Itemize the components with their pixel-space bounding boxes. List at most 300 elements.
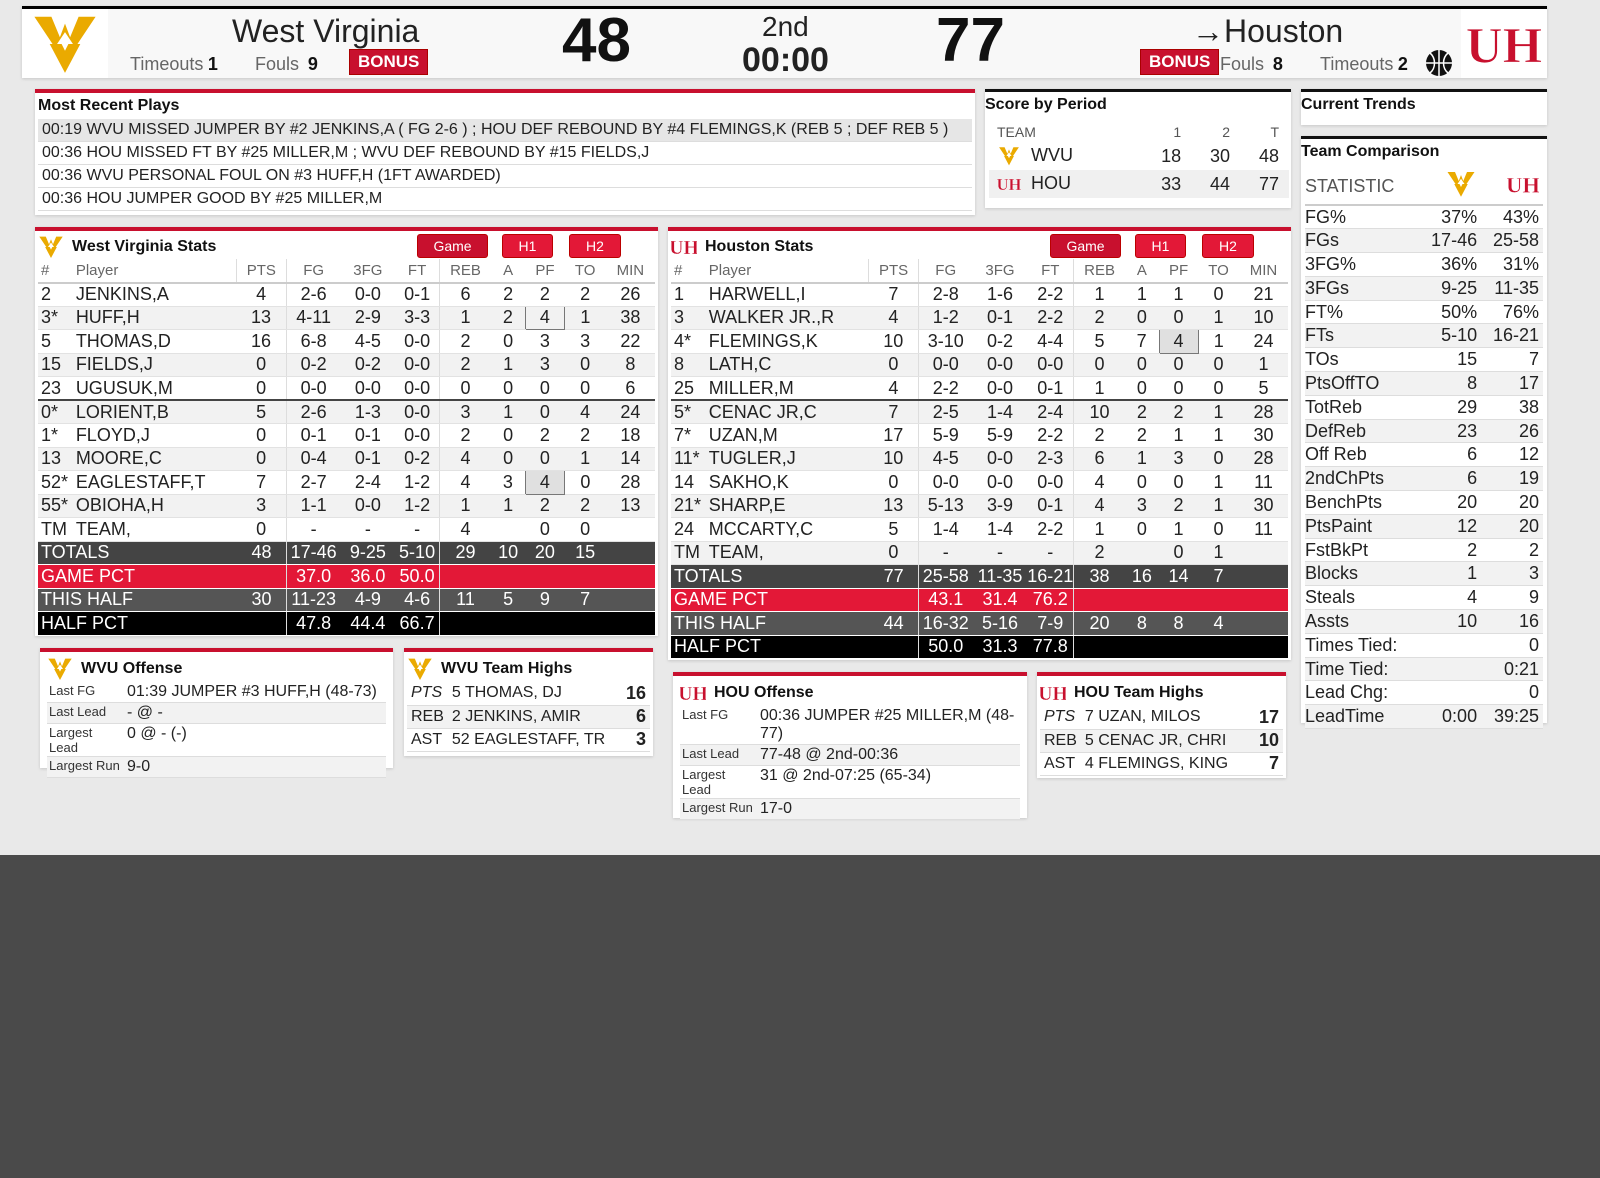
hou-value: 25-58 — [1481, 229, 1543, 253]
offense-value: 17-0 — [758, 799, 1020, 820]
stat-to: 1 — [1198, 424, 1239, 448]
stat-number: 1* — [38, 424, 73, 448]
stat-label: TOs — [1305, 348, 1419, 372]
stat-ast: 3 — [1125, 494, 1159, 518]
tab-h1[interactable]: H1 — [502, 234, 553, 258]
stat-fg: 16-32 — [918, 612, 973, 636]
stat-pts: 5 — [869, 518, 918, 542]
stat-player: SAKHO,K — [706, 471, 869, 495]
stat-pf: 4 — [525, 471, 564, 495]
stat-fg: 1-2 — [918, 306, 973, 330]
stat-number: 3* — [38, 306, 73, 330]
stat-pts: 4 — [869, 306, 918, 330]
comparison-row — [1305, 395, 1543, 419]
comparison-row — [1305, 443, 1543, 467]
stat-min — [606, 565, 655, 589]
away-timeouts-label: Timeouts — [130, 54, 204, 74]
stat-ft: 3-3 — [395, 306, 440, 330]
comparison-row — [1305, 372, 1543, 396]
stat-fg: - — [286, 518, 341, 542]
stat-label: 3FG% — [1305, 253, 1419, 277]
stat-pts: 7 — [869, 283, 918, 307]
player-row — [671, 377, 1288, 401]
wvu-logo-icon — [47, 656, 73, 682]
stat-fg: 0-2 — [286, 353, 341, 377]
stat-player: SHARP,E — [706, 494, 869, 518]
tab-h1[interactable]: H1 — [1135, 234, 1186, 258]
offense-label: Largest Run — [680, 799, 758, 820]
player-row — [671, 471, 1288, 495]
stat-ft: 0-0 — [1027, 353, 1074, 377]
hou-value: 3 — [1481, 562, 1543, 586]
stat-ast: 1 — [491, 353, 525, 377]
stat-ft: 4-4 — [1027, 330, 1074, 354]
wvu-value: 15 — [1419, 348, 1481, 372]
hou-value: 39:25 — [1481, 705, 1543, 729]
stat-to: 0 — [1198, 353, 1239, 377]
stat-min: 28 — [606, 471, 655, 495]
stat-reb: 20 — [1074, 612, 1125, 636]
totals-row — [38, 541, 655, 565]
stat-player: CENAC JR,C — [706, 400, 869, 424]
score-by-period-table — [989, 122, 1289, 198]
player-row — [671, 283, 1288, 307]
stat-min: 18 — [606, 424, 655, 448]
stat-3fg: 11-35 — [973, 565, 1027, 589]
player-row — [38, 424, 655, 448]
team-comparison-panel — [1301, 136, 1547, 727]
stat-label: FstBkPt — [1305, 538, 1419, 562]
col-header-player: Player — [706, 259, 869, 283]
wvu-value: 29 — [1419, 395, 1481, 419]
stat-fg: 0-0 — [918, 353, 973, 377]
stat-to: 7 — [565, 588, 606, 612]
stat-number: 52* — [38, 471, 73, 495]
player-row — [38, 330, 655, 354]
offense-row — [680, 799, 1020, 820]
wvu-value: 50% — [1419, 300, 1481, 324]
team-abbr: HOU — [1031, 172, 1072, 193]
statistic-header: STATISTIC — [1305, 169, 1419, 205]
tab-game[interactable]: Game — [1050, 234, 1121, 258]
stat-pf: 3 — [1159, 447, 1198, 471]
stat-ast: 10 — [491, 541, 525, 565]
stat-pf: 20 — [525, 541, 564, 565]
stat-min — [606, 518, 655, 542]
hou-value: 7 — [1481, 348, 1543, 372]
stat-label: FT% — [1305, 300, 1419, 324]
col-header-pts: PTS — [869, 259, 918, 283]
hou-value: 20 — [1481, 514, 1543, 538]
stat-3fg: 0-1 — [341, 424, 395, 448]
hou-value: 31% — [1481, 253, 1543, 277]
player-row — [671, 400, 1288, 424]
player-row — [38, 471, 655, 495]
stat-to: 1 — [565, 306, 606, 330]
stat-to: 7 — [1198, 565, 1239, 589]
col-header-pf: PF — [525, 259, 564, 283]
col-header-pf: PF — [1159, 259, 1198, 283]
stat-ft: 0-1 — [1027, 377, 1074, 401]
current-trends-title: Current Trends — [1301, 96, 1416, 113]
stat-ft: 0-0 — [395, 377, 440, 401]
team-high-row — [407, 682, 650, 705]
col-header-pts: PTS — [237, 259, 286, 283]
high-player: 7 UZAN, MILOS — [1081, 706, 1251, 729]
stat-label: LeadTime — [1305, 705, 1419, 729]
offense-label: Last Lead — [680, 745, 758, 766]
hou-offense-title: HOU Offense — [714, 684, 814, 701]
offense-value: 31 @ 2nd-07:25 (65-34) — [758, 766, 1020, 799]
stat-3fg: 0-0 — [341, 377, 395, 401]
wvu-value: 23 — [1419, 419, 1481, 443]
stat-fg: 37.0 — [286, 565, 341, 589]
comparison-row — [1305, 276, 1543, 300]
comparison-row — [1305, 229, 1543, 253]
tab-h2[interactable]: H2 — [569, 234, 621, 258]
stat-ast: 0 — [1125, 518, 1159, 542]
stat-number: 11* — [671, 447, 706, 471]
stat-3fg: 0-2 — [973, 330, 1027, 354]
wvu-team-highs-table — [407, 682, 650, 752]
wvu-value: 20 — [1419, 491, 1481, 515]
comparison-row — [1305, 514, 1543, 538]
period: 2nd — [762, 11, 809, 42]
player-row — [671, 424, 1288, 448]
stat-label: Time Tied: — [1305, 657, 1419, 681]
stat-pf: 2 — [1159, 494, 1198, 518]
stat-ft: 66.7 — [395, 612, 440, 636]
wvu-offense-title: WVU Offense — [81, 660, 183, 677]
stat-3fg: 0-0 — [973, 353, 1027, 377]
stat-pts: 13 — [869, 494, 918, 518]
comparison-row — [1305, 633, 1543, 657]
wvu-value: 6 — [1419, 467, 1481, 491]
stat-ft: 5-10 — [395, 541, 440, 565]
col-header-reb: REB — [1074, 259, 1125, 283]
wvu-team-highs-panel — [404, 648, 653, 756]
offense-label: Last Lead — [47, 703, 125, 724]
comparison-row — [1305, 610, 1543, 634]
stat-min: 26 — [606, 283, 655, 307]
stat-reb: 1 — [440, 494, 491, 518]
col-header-min: MIN — [1239, 259, 1288, 283]
stat-pts: 17 — [869, 424, 918, 448]
wvu-value: 8 — [1419, 372, 1481, 396]
stat-min: 11 — [1239, 518, 1288, 542]
stat-min — [606, 541, 655, 565]
stat-reb: 1 — [440, 306, 491, 330]
stat-pf: 0 — [1159, 377, 1198, 401]
stat-pts: 0 — [237, 377, 286, 401]
stat-ast: 1 — [1125, 283, 1159, 307]
row-label: THIS HALF — [671, 612, 869, 636]
player-row — [38, 306, 655, 330]
stat-label: 2ndChPts — [1305, 467, 1419, 491]
comparison-row — [1305, 491, 1543, 515]
stat-player: LORIENT,B — [73, 400, 237, 424]
period-row-wvu — [989, 142, 1289, 170]
stat-pf — [1159, 635, 1198, 659]
stat-to: 3 — [565, 330, 606, 354]
stat-to: 1 — [1198, 541, 1239, 565]
stat-ft: 77.8 — [1027, 635, 1074, 659]
stat-label: TotReb — [1305, 395, 1419, 419]
stat-3fg: 31.4 — [973, 588, 1027, 612]
home-fouls-label: Fouls — [1220, 54, 1265, 74]
stat-label: Off Reb — [1305, 443, 1419, 467]
hou-value: 16 — [1481, 610, 1543, 634]
stat-ft: 76.2 — [1027, 588, 1074, 612]
high-value: 7 — [1251, 752, 1283, 775]
stat-pf: 2 — [525, 424, 564, 448]
period-2-score: 44 — [1191, 170, 1240, 198]
stat-label: Blocks — [1305, 562, 1419, 586]
player-row — [38, 447, 655, 471]
offense-label: Largest Lead — [47, 724, 125, 757]
team-high-row — [407, 705, 650, 728]
wvu-logo-icon — [997, 145, 1021, 167]
tab-h2[interactable]: H2 — [1202, 234, 1254, 258]
offense-value: 77-48 @ 2nd-00:36 — [758, 745, 1020, 766]
stat-min: 28 — [1239, 447, 1288, 471]
wvu-team-highs-title: WVU Team Highs — [441, 660, 573, 677]
stat-number: 23 — [38, 377, 73, 401]
stat-reb: 1 — [1074, 283, 1125, 307]
stat-reb: 29 — [440, 541, 491, 565]
score-by-period-panel — [985, 89, 1291, 208]
stat-pf: 4 — [1159, 330, 1198, 354]
comparison-row — [1305, 419, 1543, 443]
stat-to — [565, 565, 606, 589]
stat-ast: 16 — [1125, 565, 1159, 589]
stat-pf: 0 — [525, 400, 564, 424]
away-bonus-badge: BONUS — [349, 49, 428, 75]
stat-reb — [1074, 588, 1125, 612]
stat-ft: 1-2 — [395, 494, 440, 518]
high-category: AST — [1040, 752, 1081, 775]
high-category: AST — [407, 728, 448, 751]
stat-ast: 0 — [1125, 353, 1159, 377]
comparison-row — [1305, 538, 1543, 562]
total-score: 77 — [1240, 170, 1289, 198]
stat-label: BenchPts — [1305, 491, 1419, 515]
stat-ast: 1 — [1125, 447, 1159, 471]
stat-fg: 5-13 — [918, 494, 973, 518]
stat-reb: 10 — [1074, 400, 1125, 424]
stat-player: HUFF,H — [73, 306, 237, 330]
stat-min — [1239, 635, 1288, 659]
stat-ft: 50.0 — [395, 565, 440, 589]
stat-number: 7* — [671, 424, 706, 448]
stat-min: 24 — [1239, 330, 1288, 354]
stat-ast — [1125, 588, 1159, 612]
stat-pts: 13 — [237, 306, 286, 330]
row-label: HALF PCT — [38, 612, 237, 636]
stat-number: 2 — [38, 283, 73, 307]
stat-pf: 1 — [1159, 283, 1198, 307]
hou-value: 2 — [1481, 538, 1543, 562]
wvu-logo — [22, 9, 108, 78]
stat-min: 1 — [1239, 353, 1288, 377]
stat-pts: 44 — [869, 612, 918, 636]
stat-pf: 0 — [1159, 471, 1198, 495]
stat-ast — [1125, 635, 1159, 659]
offense-value: 0 @ - (-) — [125, 724, 386, 757]
col-2: 2 — [1222, 124, 1231, 140]
period-1-score: 18 — [1161, 145, 1182, 166]
wvu-value: 1 — [1419, 562, 1481, 586]
offense-label: Last FG — [47, 682, 125, 703]
team-high-row — [1040, 706, 1283, 729]
stat-pts: 7 — [237, 471, 286, 495]
stat-pf: 14 — [1159, 565, 1198, 589]
row-label: THIS HALF — [38, 588, 237, 612]
stat-to: 1 — [1198, 400, 1239, 424]
high-category: PTS — [407, 682, 448, 705]
away-score: 48 — [562, 6, 631, 75]
stat-3fg: 0-1 — [973, 306, 1027, 330]
stat-ast: 0 — [491, 377, 525, 401]
offense-value: - @ - — [125, 703, 386, 724]
stat-pts: 3 — [237, 494, 286, 518]
stat-ast: 0 — [491, 330, 525, 354]
play-item: 00:19 WVU MISSED JUMPER BY #2 JENKINS,A ( FG 2-6 ) ; HOU DEF REBOUND BY #4 FLEMINGS,K (REB 5 ; DEF REB 5 ) — [38, 119, 972, 142]
stat-ft: 2-3 — [1027, 447, 1074, 471]
stat-ast — [491, 518, 525, 542]
offense-row — [47, 682, 386, 703]
stat-player: TUGLER,J — [706, 447, 869, 471]
high-value: 10 — [1251, 729, 1283, 752]
stat-reb: 2 — [440, 330, 491, 354]
high-value: 16 — [620, 682, 650, 705]
tab-game[interactable]: Game — [417, 234, 488, 258]
hou-value: 76% — [1481, 300, 1543, 324]
hou-logo-icon — [671, 234, 697, 260]
stat-number: 55* — [38, 494, 73, 518]
hou-value: 0 — [1481, 633, 1543, 657]
stat-reb: 6 — [440, 283, 491, 307]
this-half-row — [671, 612, 1288, 636]
stat-pf: 4 — [525, 306, 564, 330]
stat-3fg: 5-16 — [973, 612, 1027, 636]
stat-ft: 0-0 — [395, 353, 440, 377]
stat-to: 0 — [1198, 518, 1239, 542]
stat-pf — [525, 612, 564, 636]
high-category: PTS — [1040, 706, 1081, 729]
stat-ft: 0-0 — [395, 330, 440, 354]
stat-to: 1 — [565, 447, 606, 471]
hou-offense-panel — [673, 672, 1027, 818]
stat-min: 24 — [606, 400, 655, 424]
stat-3fg: 1-4 — [973, 400, 1027, 424]
hou-value: 11-35 — [1481, 276, 1543, 300]
stat-to: 1 — [1198, 306, 1239, 330]
stat-3fg: 3-9 — [973, 494, 1027, 518]
recent-plays-title: Most Recent Plays — [38, 97, 180, 114]
stat-pts: 0 — [869, 353, 918, 377]
offense-row — [680, 706, 1020, 745]
stat-player: LATH,C — [706, 353, 869, 377]
stat-label: PtsOffTO — [1305, 372, 1419, 396]
hou-logo — [1461, 9, 1547, 78]
offense-value: 9-0 — [125, 757, 386, 778]
plays-list — [38, 119, 972, 211]
stat-player: UZAN,M — [706, 424, 869, 448]
hou-logo-icon — [1507, 169, 1539, 199]
stat-fg: 0-1 — [286, 424, 341, 448]
stat-number: 5* — [671, 400, 706, 424]
wvu-box-score-table — [38, 259, 655, 636]
stat-player: WALKER JR.,R — [706, 306, 869, 330]
hou-team-highs-panel — [1037, 672, 1286, 778]
stat-fg: 0-4 — [286, 447, 341, 471]
stat-pf: 0 — [1159, 306, 1198, 330]
stat-ast: 2 — [491, 306, 525, 330]
stat-min: 30 — [1239, 494, 1288, 518]
comparison-row — [1305, 253, 1543, 277]
game-pct-row — [671, 588, 1288, 612]
stat-fg: 4-11 — [286, 306, 341, 330]
stat-ast: 8 — [1125, 612, 1159, 636]
possession-arrow-icon: → — [1192, 13, 1224, 49]
stat-min — [1239, 612, 1288, 636]
hou-value: 26 — [1481, 419, 1543, 443]
period-1-score: 33 — [1142, 170, 1191, 198]
stat-min: 30 — [1239, 424, 1288, 448]
stat-3fg: 1-3 — [341, 400, 395, 424]
col-header-min: MIN — [606, 259, 655, 283]
stat-to: 2 — [565, 494, 606, 518]
offense-row — [680, 766, 1020, 799]
stat-pf: 1 — [1159, 518, 1198, 542]
stat-ast: 1 — [491, 494, 525, 518]
stat-fg: 17-46 — [286, 541, 341, 565]
stat-reb: 4 — [440, 471, 491, 495]
team-high-row — [1040, 729, 1283, 752]
stat-min: 5 — [1239, 377, 1288, 401]
comparison-row — [1305, 205, 1543, 229]
stat-min — [606, 588, 655, 612]
home-timeouts: 2 — [1397, 54, 1408, 74]
stat-number: 1 — [671, 283, 706, 307]
stat-to: 1 — [1198, 471, 1239, 495]
stat-min: 10 — [1239, 306, 1288, 330]
stat-to — [565, 612, 606, 636]
stat-number: 4* — [671, 330, 706, 354]
stat-3fg: - — [973, 541, 1027, 565]
col-header-fg: FG — [286, 259, 341, 283]
stat-fg: 25-58 — [918, 565, 973, 589]
col-team: TEAM — [997, 124, 1036, 140]
stat-reb: 2 — [440, 424, 491, 448]
stat-to: 0 — [565, 353, 606, 377]
col-header-to: TO — [1198, 259, 1239, 283]
stat-to: 15 — [565, 541, 606, 565]
stat-pf — [1159, 588, 1198, 612]
hou-value: 17 — [1481, 372, 1543, 396]
stat-number: 13 — [38, 447, 73, 471]
stat-player: FLOYD,J — [73, 424, 237, 448]
this-half-row — [38, 588, 655, 612]
team-high-row — [1040, 752, 1283, 775]
stat-ft: 4-6 — [395, 588, 440, 612]
stat-3fg: 36.0 — [341, 565, 395, 589]
stat-pf: 1 — [1159, 424, 1198, 448]
hou-logo-icon — [1040, 680, 1066, 706]
stat-to: 2 — [565, 283, 606, 307]
stat-ft: 0-0 — [1027, 471, 1074, 495]
